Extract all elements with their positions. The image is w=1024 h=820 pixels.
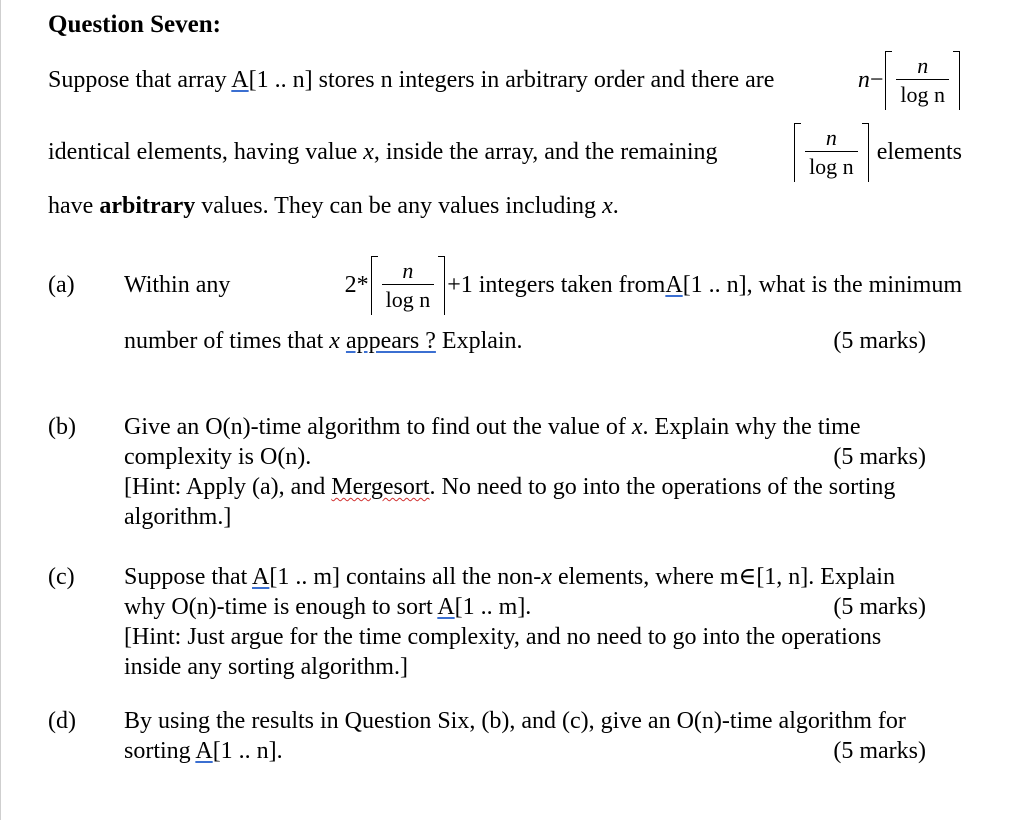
intro-text: identical elements, having value (48, 139, 364, 165)
appears-text: appears ? (345, 328, 436, 354)
math-x: x (363, 139, 374, 165)
intro-text: , inside the array, and the remaining (373, 139, 718, 165)
part-b-body: Give an O(n)-time algorithm to find out the value of x. Explain why the time complexity is O(n). (5 marks) [Hint: Apply (a), and Mergesort. No need to go into the operations of the sorting algorithm.] (124, 414, 926, 530)
marks-b: (5 marks) (833, 444, 926, 470)
ceiling-fraction: $\frac{n}{\text{log n}}$ (885, 51, 960, 110)
part-d-body: By using the results in Question Six, (b), and (c), give an O(n)-time algorithm for sorting A[1 .. n]. (5 marks) (124, 708, 926, 764)
marks-a: (5 marks) (833, 328, 926, 354)
bold-arbitrary: arbitrary (99, 193, 196, 219)
marks-c: (5 marks) (833, 594, 926, 620)
part-c-body: Suppose that A[1 .. m] contains all the non-x elements, where m∈[1, n]. Explain why O(n)-time is enough to sort A[1 .. m]. (5 marks) [Hint: Just argue for the time complexity, and no need to go into the operations inside any sorting algorithm.] (124, 564, 926, 680)
part-d-label: (d) (48, 708, 76, 734)
intro-text: [1 .. n] stores n integers in arbitrary order and there are (248, 67, 775, 93)
intro-text: Suppose that array (48, 67, 232, 93)
array-name: A (231, 67, 249, 93)
intro-text: elements (876, 139, 962, 165)
part-a-body: Within any 2* $\frac{n}{\text{log n}}$ +1 integers taken from A [1 .. n], what is the minimum number of times that x appears ? Explain. (5 marks) (124, 257, 962, 354)
part-b-label: (b) (48, 414, 76, 440)
math-x: x (602, 193, 613, 219)
part-a-label: (a) (48, 272, 75, 298)
intro-line-1 (48, 52, 962, 108)
ceiling-fraction: $\frac{n}{\text{log n}}$ (794, 123, 869, 182)
intro-line-3: have arbitrary values. They can be any values including x. (48, 193, 619, 219)
question-title: Question Seven: (48, 11, 221, 38)
mergesort-text: Mergesort (331, 474, 430, 500)
ceiling-fraction: $\frac{n}{\text{log n}}$ (371, 256, 446, 315)
math-minus: − (869, 67, 884, 93)
math-n: n (857, 67, 870, 93)
intro-line-2 (48, 120, 962, 184)
marks-d: (5 marks) (833, 738, 926, 764)
part-c-label: (c) (48, 564, 75, 590)
